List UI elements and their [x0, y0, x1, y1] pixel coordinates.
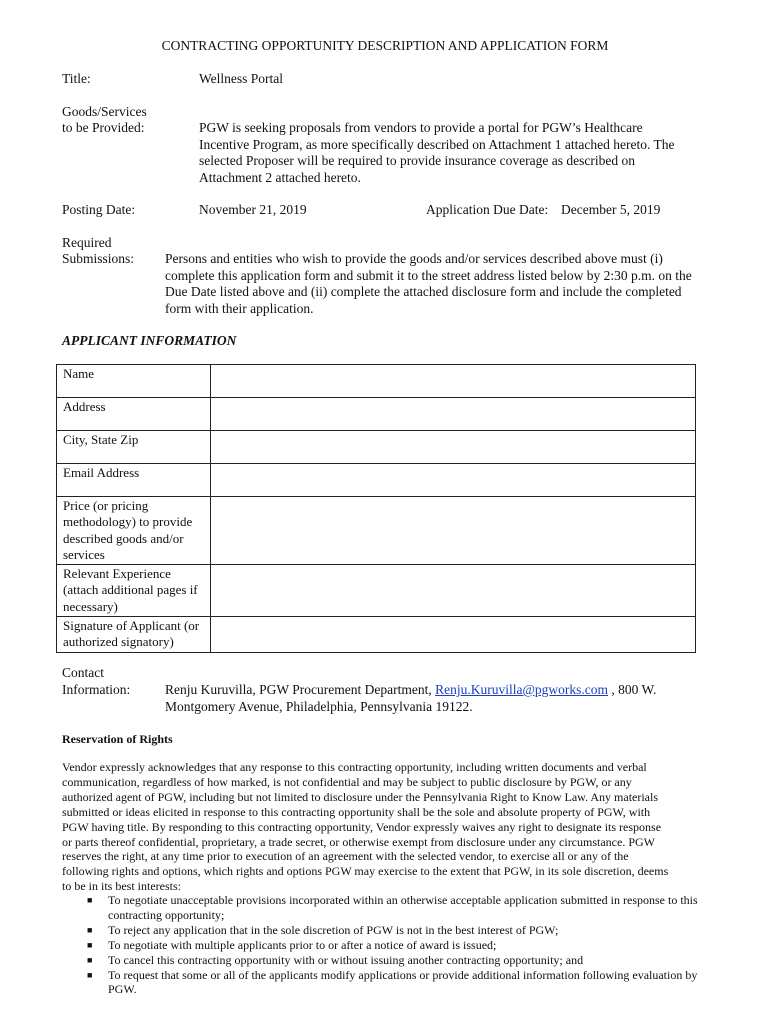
row-label-email: Email Address: [57, 464, 211, 497]
posting-date-value: November 21, 2019: [199, 202, 307, 217]
goods-line: PGW is seeking proposals from vendors to provide a portal for PGW’s Healthcare: [199, 120, 643, 135]
price-field[interactable]: [211, 497, 696, 565]
required-line: form with their application.: [165, 300, 314, 316]
required-label-1: Required: [62, 235, 112, 250]
table-row: [57, 365, 696, 398]
reservation-line: or parts thereof confidential, proprietary, a trade secret, or otherwise exempt from disclosure under any circumstance. PGW: [62, 834, 655, 849]
bullet-icon: ■: [87, 895, 93, 905]
goods-label-2: to be Provided:: [62, 120, 145, 135]
posting-date-label: Posting Date:: [62, 202, 136, 217]
row-label-address: Address: [57, 398, 211, 431]
applicant-heading: APPLICANT INFORMATION: [62, 333, 237, 348]
reservation-line: following rights and options, which rights and options PGW may exercise to the extent that PGW, in its sole discretion, deems: [62, 864, 669, 879]
bullet-icon: ■: [87, 969, 93, 980]
list-item: ■ To cancel this contracting opportunity with or without issuing another contracting opportunity; and: [87, 952, 584, 967]
goods-line: Attachment 2 attached hereto.: [199, 169, 361, 185]
table-row: [57, 617, 696, 653]
contact-line-2: Montgomery Avenue, Philadelphia, Pennsylvania 19122.: [165, 698, 473, 714]
goods-line: Incentive Program, as more specifically described on Attachment 1 attached hereto. The: [199, 136, 675, 152]
contact-suffix: , 800 W.: [608, 682, 657, 697]
row-label-name: Name: [57, 365, 211, 398]
contact-label-2: Information:: [62, 682, 131, 697]
required-line: Persons and entities who wish to provide the goods and/or services described above must (i): [165, 251, 663, 266]
row-label-experience: Relevant Experience (attach additional pages if necessary): [57, 565, 211, 617]
title-value: Wellness Portal: [199, 71, 284, 86]
email-field[interactable]: [211, 464, 696, 497]
name-field[interactable]: [211, 365, 696, 398]
table-row: [57, 398, 696, 431]
table-row: [57, 565, 696, 617]
required-description: [165, 251, 725, 317]
city-state-zip-field[interactable]: [211, 431, 696, 464]
contact-details: [165, 682, 725, 715]
goods-description: [199, 120, 719, 186]
list-item: ■ To request that some or all of the applicants modify applications or provide additional information following evaluation by PGW.: [87, 967, 698, 997]
list-item: ■ To negotiate with multiple applicants prior to or after a notice of award is issued;: [87, 937, 497, 952]
due-date-label: Application Due Date:: [426, 202, 549, 217]
contact-label-1: Contact: [62, 665, 104, 680]
reservation-line: PGW having title. By responding to this contracting opportunity, Vendor expressly waives any right to designate its response: [62, 819, 662, 834]
bullet-icon: ■: [87, 954, 93, 965]
reservation-line: to be in its best interests:: [62, 879, 181, 894]
goods-label-1: Goods/Services: [62, 104, 147, 119]
required-line: complete this application form and submit it to the street address listed below by 2:30 p.m. on the: [165, 267, 692, 283]
reservation-paragraph: [62, 760, 710, 894]
rights-list: [62, 893, 710, 997]
row-label-city-state-zip: City, State Zip: [57, 431, 211, 464]
contact-email-link[interactable]: Renju.Kuruvilla@pgworks.com: [435, 682, 608, 697]
applicant-table: [56, 364, 696, 653]
experience-field[interactable]: [211, 565, 696, 617]
table-row: [57, 464, 696, 497]
table-row: [57, 497, 696, 565]
reservation-line: submitted or ideas elicited in response to this contracting opportunity shall be the sole and absolute property of PGW, with: [62, 804, 651, 819]
table-row: [57, 431, 696, 464]
signature-field[interactable]: [211, 617, 696, 653]
title-label: Title:: [62, 71, 91, 86]
reservation-heading: Reservation of Rights: [62, 732, 173, 746]
reservation-line: authorized agent of PGW, including but not limited to disclosure under the Pennsylvania Right to Know Law. Any materials: [62, 789, 659, 804]
list-item: ■ To reject any application that in the sole discretion of PGW is not in the best interest of PGW;: [87, 922, 559, 937]
due-date-value: December 5, 2019: [561, 202, 661, 217]
required-label-2: Submissions:: [62, 251, 135, 266]
reservation-line: Vendor expressly acknowledges that any response to this contracting opportunity, including written documents and verbal: [62, 760, 647, 774]
contact-line-1: [165, 682, 725, 699]
bullet-icon: ■: [87, 939, 93, 950]
required-line: Due Date listed above and (ii) complete the attached disclosure form and include the completed: [165, 284, 682, 299]
address-field[interactable]: [211, 398, 696, 431]
contact-prefix: Renju Kuruvilla, PGW Procurement Department,: [165, 682, 436, 697]
bullet-icon: ■: [87, 924, 93, 935]
row-label-signature: Signature of Applicant (or authorized signatory): [57, 617, 211, 653]
goods-line: selected Proposer will be required to provide insurance coverage as described on: [199, 153, 635, 168]
list-item: ■ To negotiate unacceptable provisions incorporated within an otherwise acceptable application submitted in response to this contracting opportunity;: [87, 893, 698, 922]
reservation-line: reserves the right, at any time prior to execution of an agreement with the selected vendor, to exercise all or any of the: [62, 849, 629, 864]
row-label-price: Price (or pricing methodology) to provide described goods and/or services: [57, 497, 211, 565]
reservation-line: communication, regardless of how marked, is not confidential and may be subject to public disclosure by PGW, or any: [62, 774, 632, 789]
form-title: CONTRACTING OPPORTUNITY DESCRIPTION AND APPLICATION FORM: [161, 38, 609, 53]
